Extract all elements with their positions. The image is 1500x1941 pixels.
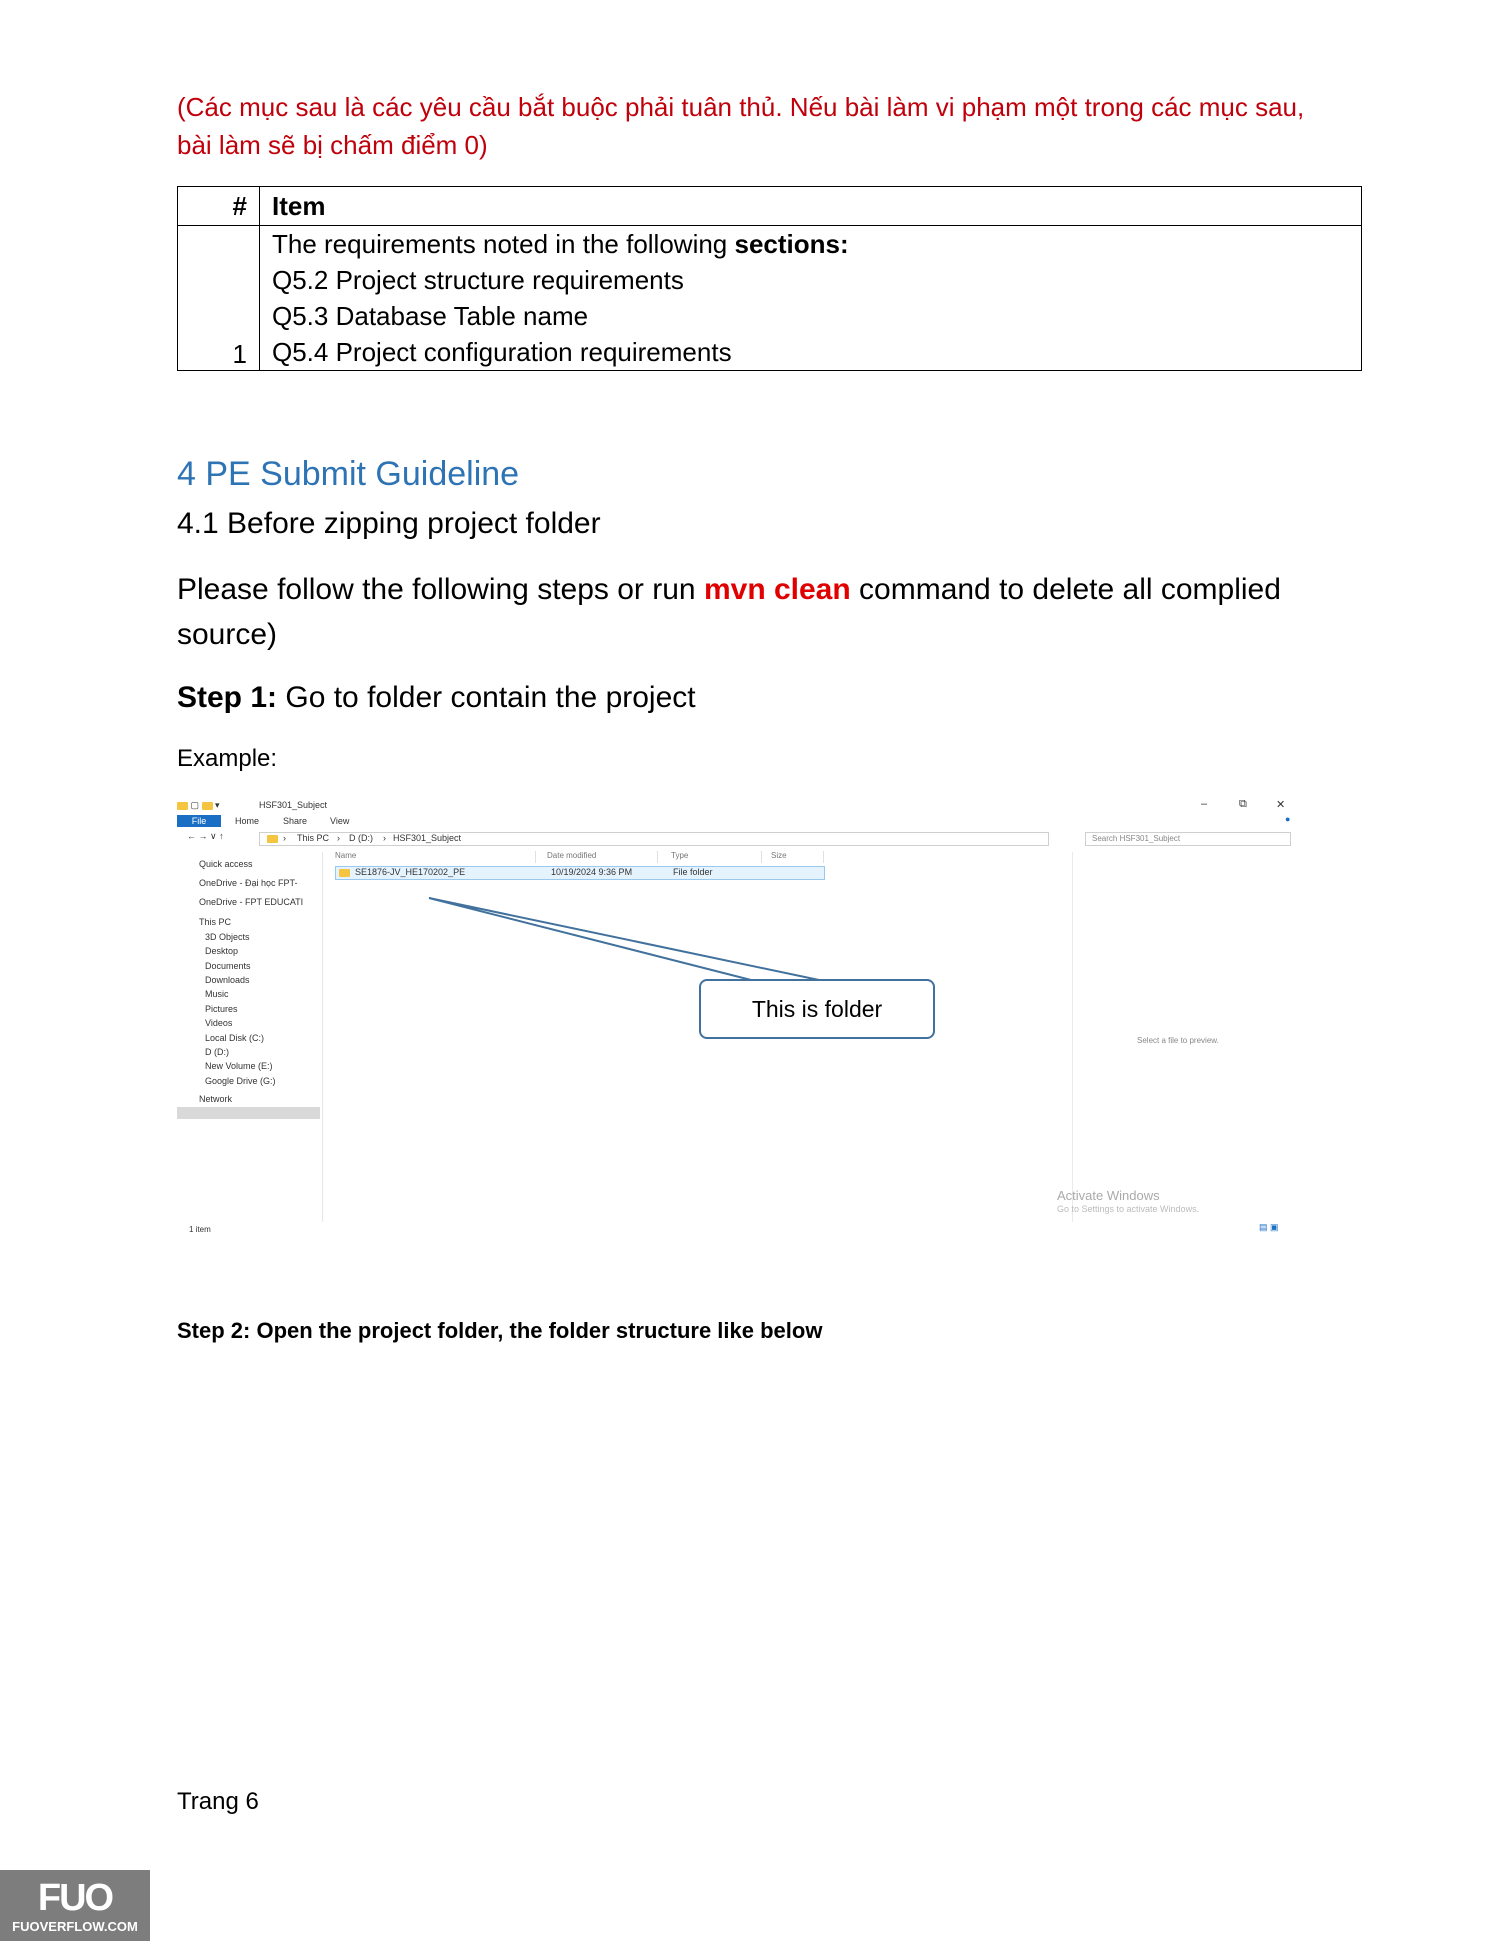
explorer-screenshot [177,792,1303,1238]
minimize-icon: – [1201,798,1208,810]
nav-item-videos: Videos [205,1018,233,1028]
nav-item-network: Network [199,1094,233,1104]
nav-item-3d-objects: 3D Objects [205,932,250,942]
nav-item-onedrive-2: OneDrive - FPT EDUCATI [199,897,304,907]
nav-item-downloads: Downloads [205,975,250,985]
nav-item-music: Music [205,989,229,999]
nav-item-local-disk: Local Disk (C:) [205,1033,265,1043]
nav-item-google-drive: Google Drive (G:) [205,1076,276,1086]
nav-item-pictures: Pictures [205,1004,238,1014]
row-line-4: Q5.4 Project configuration requirements [272,337,732,367]
nav-item-quick-access: Quick access [199,859,253,869]
nav-item-documents: Documents [205,961,251,971]
activate-windows-subtitle: Go to Settings to activate Windows. [1057,1204,1200,1214]
table-header-row [178,187,1362,226]
site-logo [0,1870,150,1941]
command-highlight: mvn clean [703,573,851,606]
column-header-size: Size [771,851,824,863]
breadcrumb-sep-icon: › [383,833,386,843]
page-number: Trang 6 [177,1788,259,1815]
step-1-text: Go to folder contain the project [277,681,696,714]
row-line-2: Q5.2 Project structure requirements [272,265,684,295]
row-number: 1 [178,226,260,371]
help-icon: ● [1285,814,1291,824]
row-line-1 [272,226,1349,262]
nav-item-new-volume: New Volume (E:) [205,1061,273,1071]
step-1 [177,681,696,715]
callout-box: This is folder [699,979,935,1039]
requirements-table [177,186,1362,371]
para-before: Please follow the following steps or run [177,573,704,606]
warning-text: (Các mục sau là các yêu cầu bắt buộc phải tuân thủ. Nếu bài làm vi phạm một trong các mục sau, bài làm sẽ bị chấm điểm 0) [177,92,1305,160]
restore-icon: ⧉ [1239,798,1247,810]
header-number: # [178,187,260,226]
instruction-paragraph [177,567,1297,657]
ribbon-tab-home: Home [235,816,260,826]
row-line-1-bold: sections: [734,229,849,259]
ribbon-tab-view: View [330,816,350,826]
ribbon-tab-share: Share [283,816,308,826]
breadcrumb-thispc: This PC [297,833,330,843]
titlebar-icons: ▢ ▾ [177,800,220,811]
nav-item-d-drive: D (D:) [205,1047,229,1057]
column-header-name: Name [335,851,536,863]
table-row [178,226,1362,371]
breadcrumb-folder: HSF301_Subject [393,833,462,843]
close-icon: ✕ [1276,799,1286,811]
ribbon-tab-file: File [177,815,221,827]
breadcrumb-sep-icon: › [337,833,340,843]
nav-item-this-pc: This PC [199,917,232,927]
column-header-date: Date modified [547,851,658,863]
view-toggle-icon: ▤ ▣ [1259,1222,1279,1232]
header-item: Item [260,187,1362,226]
para-after: command to delete all complied source) [177,573,1281,651]
file-name: SE1876-JV_HE170202_PE [355,867,466,877]
nav-item-desktop: Desktop [205,946,239,956]
step-1-label: Step 1: [177,681,278,714]
file-type: File folder [673,867,713,877]
breadcrumb-drive: D (D:) [349,833,373,843]
row-line-3: Q5.3 Database Table name [272,301,589,331]
breadcrumb-sep-icon: › [283,833,286,843]
nav-item-onedrive-1: OneDrive - Đại học FPT- [199,878,298,888]
search-field: Search HSF301_Subject [1085,832,1291,846]
window-title: HSF301_Subject [259,800,328,810]
activate-windows-title: Activate Windows [1057,1188,1160,1203]
nav-arrows-icon: ← → ∨ ↑ [187,831,224,841]
row-item [260,226,1362,371]
file-date: 10/19/2024 9:36 PM [551,867,633,877]
heading-1: 4 PE Submit Guideline [177,455,520,493]
logo-sub: FUOVERFLOW.COM [12,1919,138,1934]
row-line-1-text: The requirements noted in the following [272,229,735,259]
logo-main: FUO [37,1877,113,1919]
column-header-type: Type [671,851,762,863]
status-bar-count: 1 item [189,1225,211,1234]
example-label: Example: [177,745,278,772]
step-2: Step 2: Open the project folder, the folder structure like below [177,1318,823,1343]
heading-2: 4.1 Before zipping project folder [177,507,601,540]
preview-text: Select a file to preview. [1137,1036,1219,1045]
